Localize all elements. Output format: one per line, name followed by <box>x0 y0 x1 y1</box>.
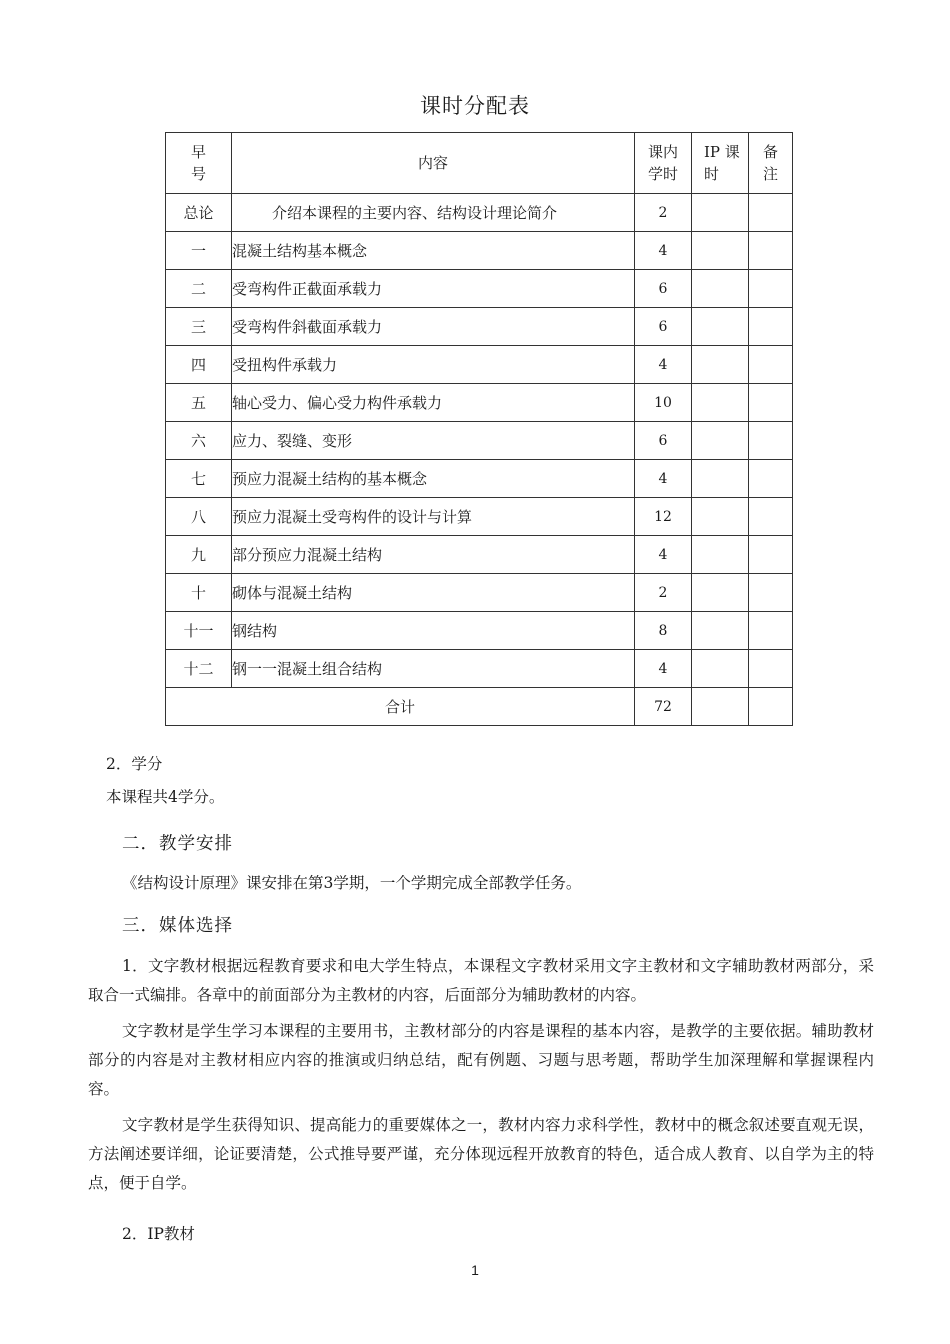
row-ip-hours <box>692 232 749 270</box>
row-remarks <box>749 346 793 384</box>
row-ip-hours <box>692 460 749 498</box>
table-row <box>166 612 793 650</box>
row-remarks <box>749 612 793 650</box>
ip-materials-heading: 2．IP教材 <box>122 1225 195 1243</box>
table-row <box>166 574 793 612</box>
hours-allocation-table <box>165 132 793 726</box>
row-hours: 2 <box>635 194 692 232</box>
row-hours: 2 <box>635 574 692 612</box>
row-no: 一 <box>166 232 232 270</box>
media-paragraph-3: 文字教材是学生获得知识、提高能力的重要媒体之一，教材内容力求科学性，教材中的概念叙述要直观无误，方法阐述要详细，论证要清楚，公式推导要严谨，充分体现远程开放教育的特色，适合成人教育、以自学为主的特点，便于自学。 <box>88 1116 874 1192</box>
table-row <box>166 498 793 536</box>
row-no: 九 <box>166 536 232 574</box>
table-header-row <box>166 133 793 194</box>
row-content: 部分预应力混凝土结构 <box>232 536 635 574</box>
row-remarks <box>749 194 793 232</box>
total-label: 合计 <box>166 688 635 726</box>
page-number: 1 <box>471 1262 479 1278</box>
row-ip-hours <box>692 384 749 422</box>
row-content: 混凝土结构基本概念 <box>232 232 635 270</box>
row-no: 十二 <box>166 650 232 688</box>
row-remarks <box>749 574 793 612</box>
row-content: 介绍本课程的主要内容、结构设计理论简介 <box>232 194 635 232</box>
row-ip-hours <box>692 498 749 536</box>
table-row <box>166 422 793 460</box>
row-remarks <box>749 650 793 688</box>
header-ip-hours: IP 课 时 <box>692 133 749 194</box>
row-content: 钢结构 <box>232 612 635 650</box>
credits-text: 本课程共4学分。 <box>106 788 225 806</box>
row-remarks <box>749 308 793 346</box>
row-hours: 10 <box>635 384 692 422</box>
row-no: 十一 <box>166 612 232 650</box>
table-row <box>166 384 793 422</box>
table-row <box>166 308 793 346</box>
row-no: 二 <box>166 270 232 308</box>
row-content: 预应力混凝土结构的基本概念 <box>232 460 635 498</box>
row-ip-hours <box>692 536 749 574</box>
row-hours: 4 <box>635 460 692 498</box>
row-ip-hours <box>692 574 749 612</box>
row-hours: 6 <box>635 422 692 460</box>
media-paragraph-1: 1．文字教材根据远程教育要求和电大学生特点，本课程文字教材采用文字主教材和文字辅助教材两部分，采取合一式编排。各章中的前面部分为主教材的内容，后面部分为辅助教材的内容。 <box>88 957 874 1004</box>
row-content: 钢一一混凝土组合结构 <box>232 650 635 688</box>
row-no: 总论 <box>166 194 232 232</box>
row-no: 六 <box>166 422 232 460</box>
row-content: 受弯构件斜截面承载力 <box>232 308 635 346</box>
row-ip-hours <box>692 346 749 384</box>
header-content: 内容 <box>232 133 635 194</box>
row-ip-hours <box>692 194 749 232</box>
row-content: 砌体与混凝土结构 <box>232 574 635 612</box>
page-title: 课时分配表 <box>420 94 530 118</box>
row-no: 五 <box>166 384 232 422</box>
header-hours: 课内 学时 <box>635 133 692 194</box>
row-hours: 12 <box>635 498 692 536</box>
row-content: 预应力混凝土受弯构件的设计与计算 <box>232 498 635 536</box>
total-remarks <box>749 688 793 726</box>
table-row <box>166 232 793 270</box>
row-remarks <box>749 232 793 270</box>
row-remarks <box>749 536 793 574</box>
row-ip-hours <box>692 422 749 460</box>
row-content: 受弯构件正截面承载力 <box>232 270 635 308</box>
row-content: 轴心受力、偏心受力构件承载力 <box>232 384 635 422</box>
header-no: 早 号 <box>166 133 232 194</box>
header-remarks: 备 注 <box>749 133 793 194</box>
total-ip-hours <box>692 688 749 726</box>
row-hours: 4 <box>635 232 692 270</box>
row-hours: 8 <box>635 612 692 650</box>
row-ip-hours <box>692 650 749 688</box>
row-no: 七 <box>166 460 232 498</box>
row-remarks <box>749 384 793 422</box>
row-hours: 4 <box>635 346 692 384</box>
row-remarks <box>749 498 793 536</box>
row-ip-hours <box>692 612 749 650</box>
table-row <box>166 346 793 384</box>
row-remarks <box>749 422 793 460</box>
row-no: 十 <box>166 574 232 612</box>
table-total-row <box>166 688 793 726</box>
row-content: 受扭构件承载力 <box>232 346 635 384</box>
row-hours: 6 <box>635 270 692 308</box>
row-no: 三 <box>166 308 232 346</box>
row-ip-hours <box>692 270 749 308</box>
row-hours: 4 <box>635 536 692 574</box>
row-hours: 4 <box>635 650 692 688</box>
section-heading-media-selection: 三．媒体选择 <box>122 916 233 936</box>
table-row <box>166 460 793 498</box>
row-no: 四 <box>166 346 232 384</box>
table-row <box>166 194 793 232</box>
row-remarks <box>749 270 793 308</box>
credits-heading: 2．学分 <box>106 755 163 773</box>
total-hours: 72 <box>635 688 692 726</box>
section-heading-teaching-arrangement: 二．教学安排 <box>122 834 233 854</box>
row-hours: 6 <box>635 308 692 346</box>
table-row <box>166 650 793 688</box>
row-remarks <box>749 460 793 498</box>
row-no: 八 <box>166 498 232 536</box>
row-ip-hours <box>692 308 749 346</box>
row-content: 应力、裂缝、变形 <box>232 422 635 460</box>
media-paragraph-2: 文字教材是学生学习本课程的主要用书，主教材部分的内容是课程的基本内容，是教学的主要依据。辅助教材部分的内容是对主教材相应内容的推演或归纳总结，配有例题、习题与思考题，帮助学生加深理解和掌握课程内容。 <box>88 1022 874 1098</box>
table-row <box>166 270 793 308</box>
table-row <box>166 536 793 574</box>
teaching-arrangement-text: 《结构设计原理》课安排在第3学期，一个学期完成全部教学任务。 <box>122 874 582 892</box>
